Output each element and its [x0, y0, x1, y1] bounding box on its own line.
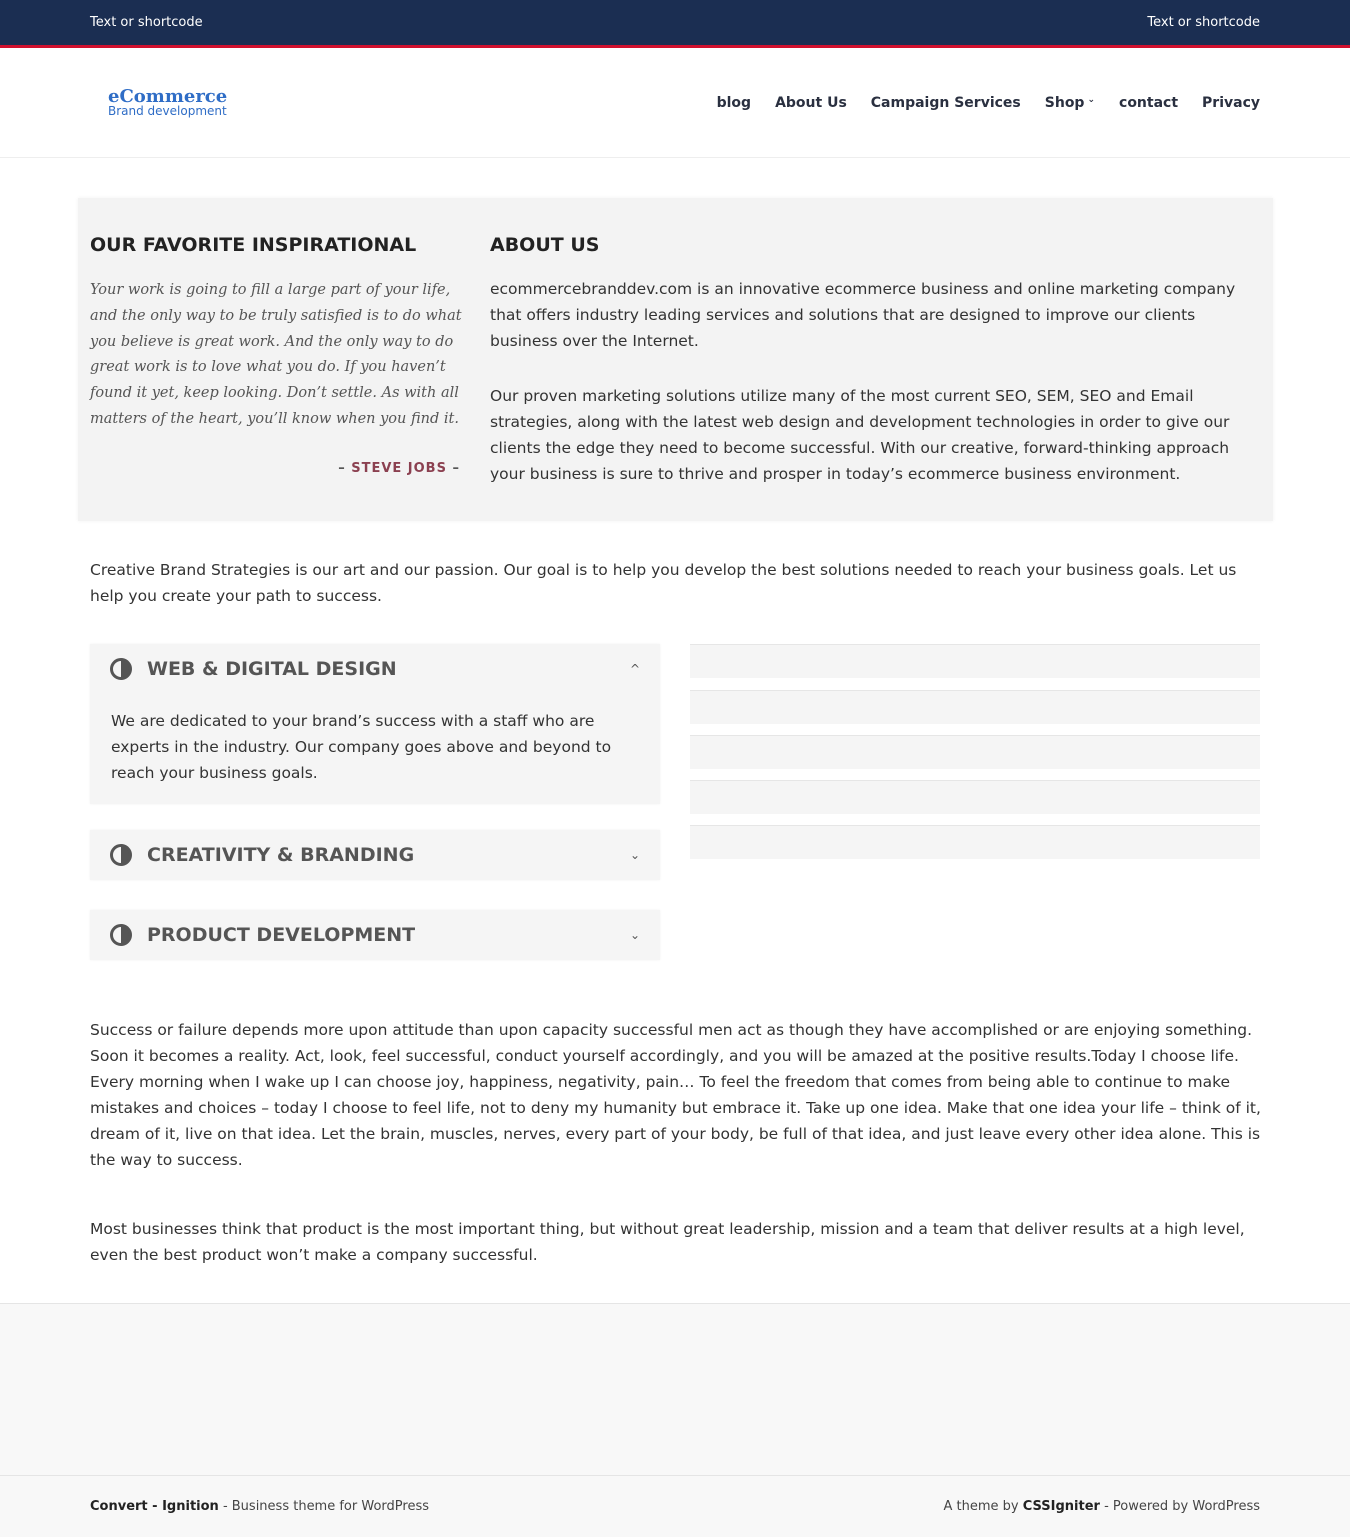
accordion-header[interactable] [90, 830, 660, 880]
main-nav [717, 95, 1260, 111]
quote-text: Your work is going to fill a large part of your life, and the only way to be truly satisfied is to do what you believe is great work. And the only way to do great work is to love what you do. If you haven’t found it yet, keep looking. Don’t settle. As with all matters of the heart, you’ll know when you find it. [90, 282, 462, 427]
accordion-title: PRODUCT DEVELOPMENT [147, 924, 416, 946]
accordion-item-creativity-branding [90, 830, 660, 880]
dash: – [338, 461, 346, 476]
footer-left [90, 1499, 429, 1514]
intro-paragraph: Creative Brand Strategies is our art and our passion. Our goal is to help you develop the best solutions needed to reach your business goals. Let us help you create your path to success. [90, 561, 1237, 605]
nav-contact[interactable]: contact [1119, 94, 1179, 111]
by-prefix: A theme by [943, 1499, 1023, 1514]
success-paragraph: Success or failure depends more upon attitude than upon capacity successful men act as though they have accomplished or are enjoying something. Soon it becomes a reality. Act, look, feel successful, conduct yourself accordingly, and you will be amazed at the positive results.Today I choose life. Every morning when I wake up I can choose joy, happiness, negativity, pain… To feel the freedom that comes from being able to continue to make mistakes and choices – today I choose to feel life, not to deny my humanity but embrace it. Take up one idea. Make that one idea your life – think of it, dream of it, live on that idea. Let the brain, muscles, nerves, every part of your body, be full of that idea, and just leave every other idea alone. This is the way to success. [90, 1021, 1261, 1169]
site-footer [0, 1475, 1350, 1537]
about-paragraph-1: ecommercebranddev.com is an innovative ecommerce business and online marketing company that offers industry leading services and solutions that are designed to improve our clients business over the Internet. [490, 280, 1236, 350]
top-bar-left-text: Text or shortcode [90, 15, 203, 30]
nav-shop-label: Shop [1044, 94, 1085, 111]
chevron-down-icon: ⌄ [629, 848, 640, 862]
nav-privacy[interactable]: Privacy [1202, 94, 1260, 111]
half-circle-icon [110, 844, 132, 866]
quote-author [90, 461, 460, 476]
about-heading: ABOUT US [490, 234, 600, 256]
theme-link[interactable]: Convert - Ignition [90, 1499, 219, 1514]
footer-widgets [0, 1303, 1350, 1475]
nav-blog[interactable]: blog [716, 94, 752, 111]
half-circle-icon [110, 658, 132, 680]
accordion-title: WEB & DIGITAL DESIGN [147, 658, 397, 680]
theme-suffix: - Business theme for WordPress [218, 1499, 429, 1514]
nav-about-us[interactable]: About Us [775, 94, 847, 111]
footer-right [943, 1499, 1260, 1514]
accordion-header[interactable] [90, 644, 660, 694]
top-bar [0, 0, 1350, 48]
accordion-body: We are dedicated to your brand’s success with a staff who are experts in the industry. Our company goes above and beyond to reach your business goals. [111, 712, 612, 782]
accordion-header[interactable] [90, 910, 660, 960]
leadership-paragraph: Most businesses think that product is the most important thing, but without great leadership, mission and a team that deliver results at a high level, even the best product won’t make a company successful. [90, 1220, 1245, 1264]
placeholder-bar [690, 825, 1260, 859]
chevron-down-icon: ⌄ [629, 928, 640, 942]
intro-box [78, 198, 1273, 521]
cssigniter-link[interactable]: CSSIgniter [1022, 1499, 1100, 1514]
chevron-down-icon: ⌄ [1087, 94, 1096, 105]
placeholder-bar [690, 735, 1260, 769]
site-logo[interactable] [108, 88, 227, 117]
about-paragraph-2: Our proven marketing solutions utilize many of the most current SEO, SEM, SEO and Email strategies, along with the latest web design and development technologies in order to give our clients the edge they need to become successful. With our creative, forward-thinking approach your business is sure to thrive and prosper in today’s ecommerce business environment. [490, 387, 1230, 483]
logo-line-2: Brand development [108, 104, 227, 118]
accordion-title: CREATIVITY & BRANDING [147, 844, 415, 866]
chevron-up-icon: ^ [629, 662, 640, 676]
nav-shop[interactable] [1045, 95, 1095, 111]
logo-line-1: eCommerce [108, 86, 228, 107]
dash: – [452, 461, 460, 476]
about-text [490, 276, 1260, 516]
top-bar-right-text: Text or shortcode [1147, 15, 1260, 30]
nav-campaign-services[interactable]: Campaign Services [870, 94, 1021, 111]
half-circle-icon [110, 924, 132, 946]
accordion-item-product-development [90, 910, 660, 960]
quote-heading: OUR FAVORITE INSPIRATIONAL [90, 234, 417, 256]
accordion-item-web-digital-design [90, 644, 660, 804]
placeholder-bar [690, 690, 1260, 724]
author-name: STEVE JOBS [351, 461, 447, 476]
placeholder-bar [690, 780, 1260, 814]
powered-by: - Powered by WordPress [1099, 1499, 1260, 1514]
site-header [0, 48, 1350, 158]
placeholder-bar [690, 644, 1260, 678]
